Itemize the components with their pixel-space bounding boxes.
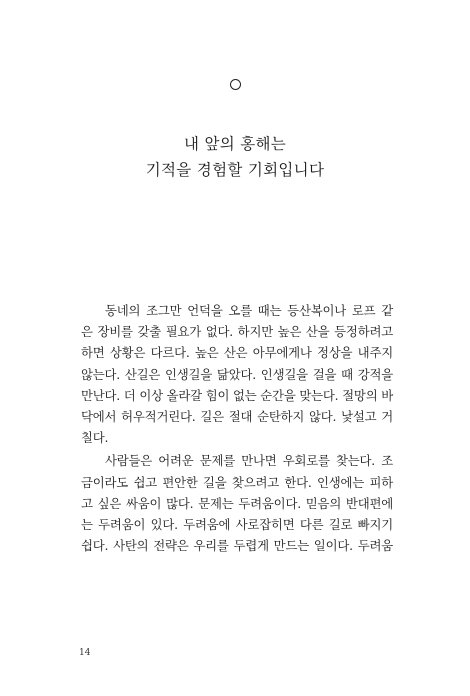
chapter-title-line-1: 내 앞의 홍해는 bbox=[183, 135, 287, 153]
text-line: 고 싶은 싸움이 많다. 문제는 두려움이다. 믿음의 반대편에 bbox=[81, 495, 393, 511]
text-line: 은 장비를 갖출 필요가 없다. 하지만 높은 산을 등정하려고 bbox=[81, 324, 393, 340]
paragraph-1 bbox=[81, 300, 393, 448]
chapter-ornament bbox=[0, 78, 470, 94]
text-line: 칠다. bbox=[81, 430, 109, 446]
text-line: 쉽다. 사탄의 전략은 우리를 두렵게 만드는 일이다. 두려움 bbox=[81, 538, 393, 554]
text-line: 닥에서 허우적거린다. 길은 절대 순탄하지 않다. 낯설고 거 bbox=[81, 409, 393, 425]
chapter-title-line-2: 기적을 경험할 기회입니다 bbox=[145, 161, 325, 179]
body-text bbox=[81, 300, 393, 558]
paragraph-2 bbox=[81, 450, 393, 556]
text-line: 동네의 조그만 언덕을 오를 때는 등산복이나 로프 같 bbox=[105, 303, 393, 318]
chapter-title bbox=[0, 131, 470, 183]
text-line: 는 두려움이 있다. 두려움에 사로잡히면 다른 길로 빠지기 bbox=[81, 517, 393, 533]
circle-ornament-icon bbox=[230, 79, 241, 90]
text-line: 사람들은 어려운 문제를 만나면 우회로를 찾는다. 조 bbox=[105, 453, 393, 469]
text-line: 않는다. 산길은 인생길을 닮았다. 인생길을 걸을 때 강적을 bbox=[81, 366, 393, 382]
text-line: 금이라도 쉽고 편안한 길을 찾으려고 한다. 인생에는 피하 bbox=[81, 474, 393, 490]
text-line: 만난다. 더 이상 올라갈 힘이 없는 순간을 맞는다. 절망의 바 bbox=[81, 387, 393, 403]
page-number: 14 bbox=[79, 648, 91, 658]
text-line: 하면 상황은 다르다. 높은 산은 아무에게나 정상을 내주지 bbox=[81, 345, 393, 361]
